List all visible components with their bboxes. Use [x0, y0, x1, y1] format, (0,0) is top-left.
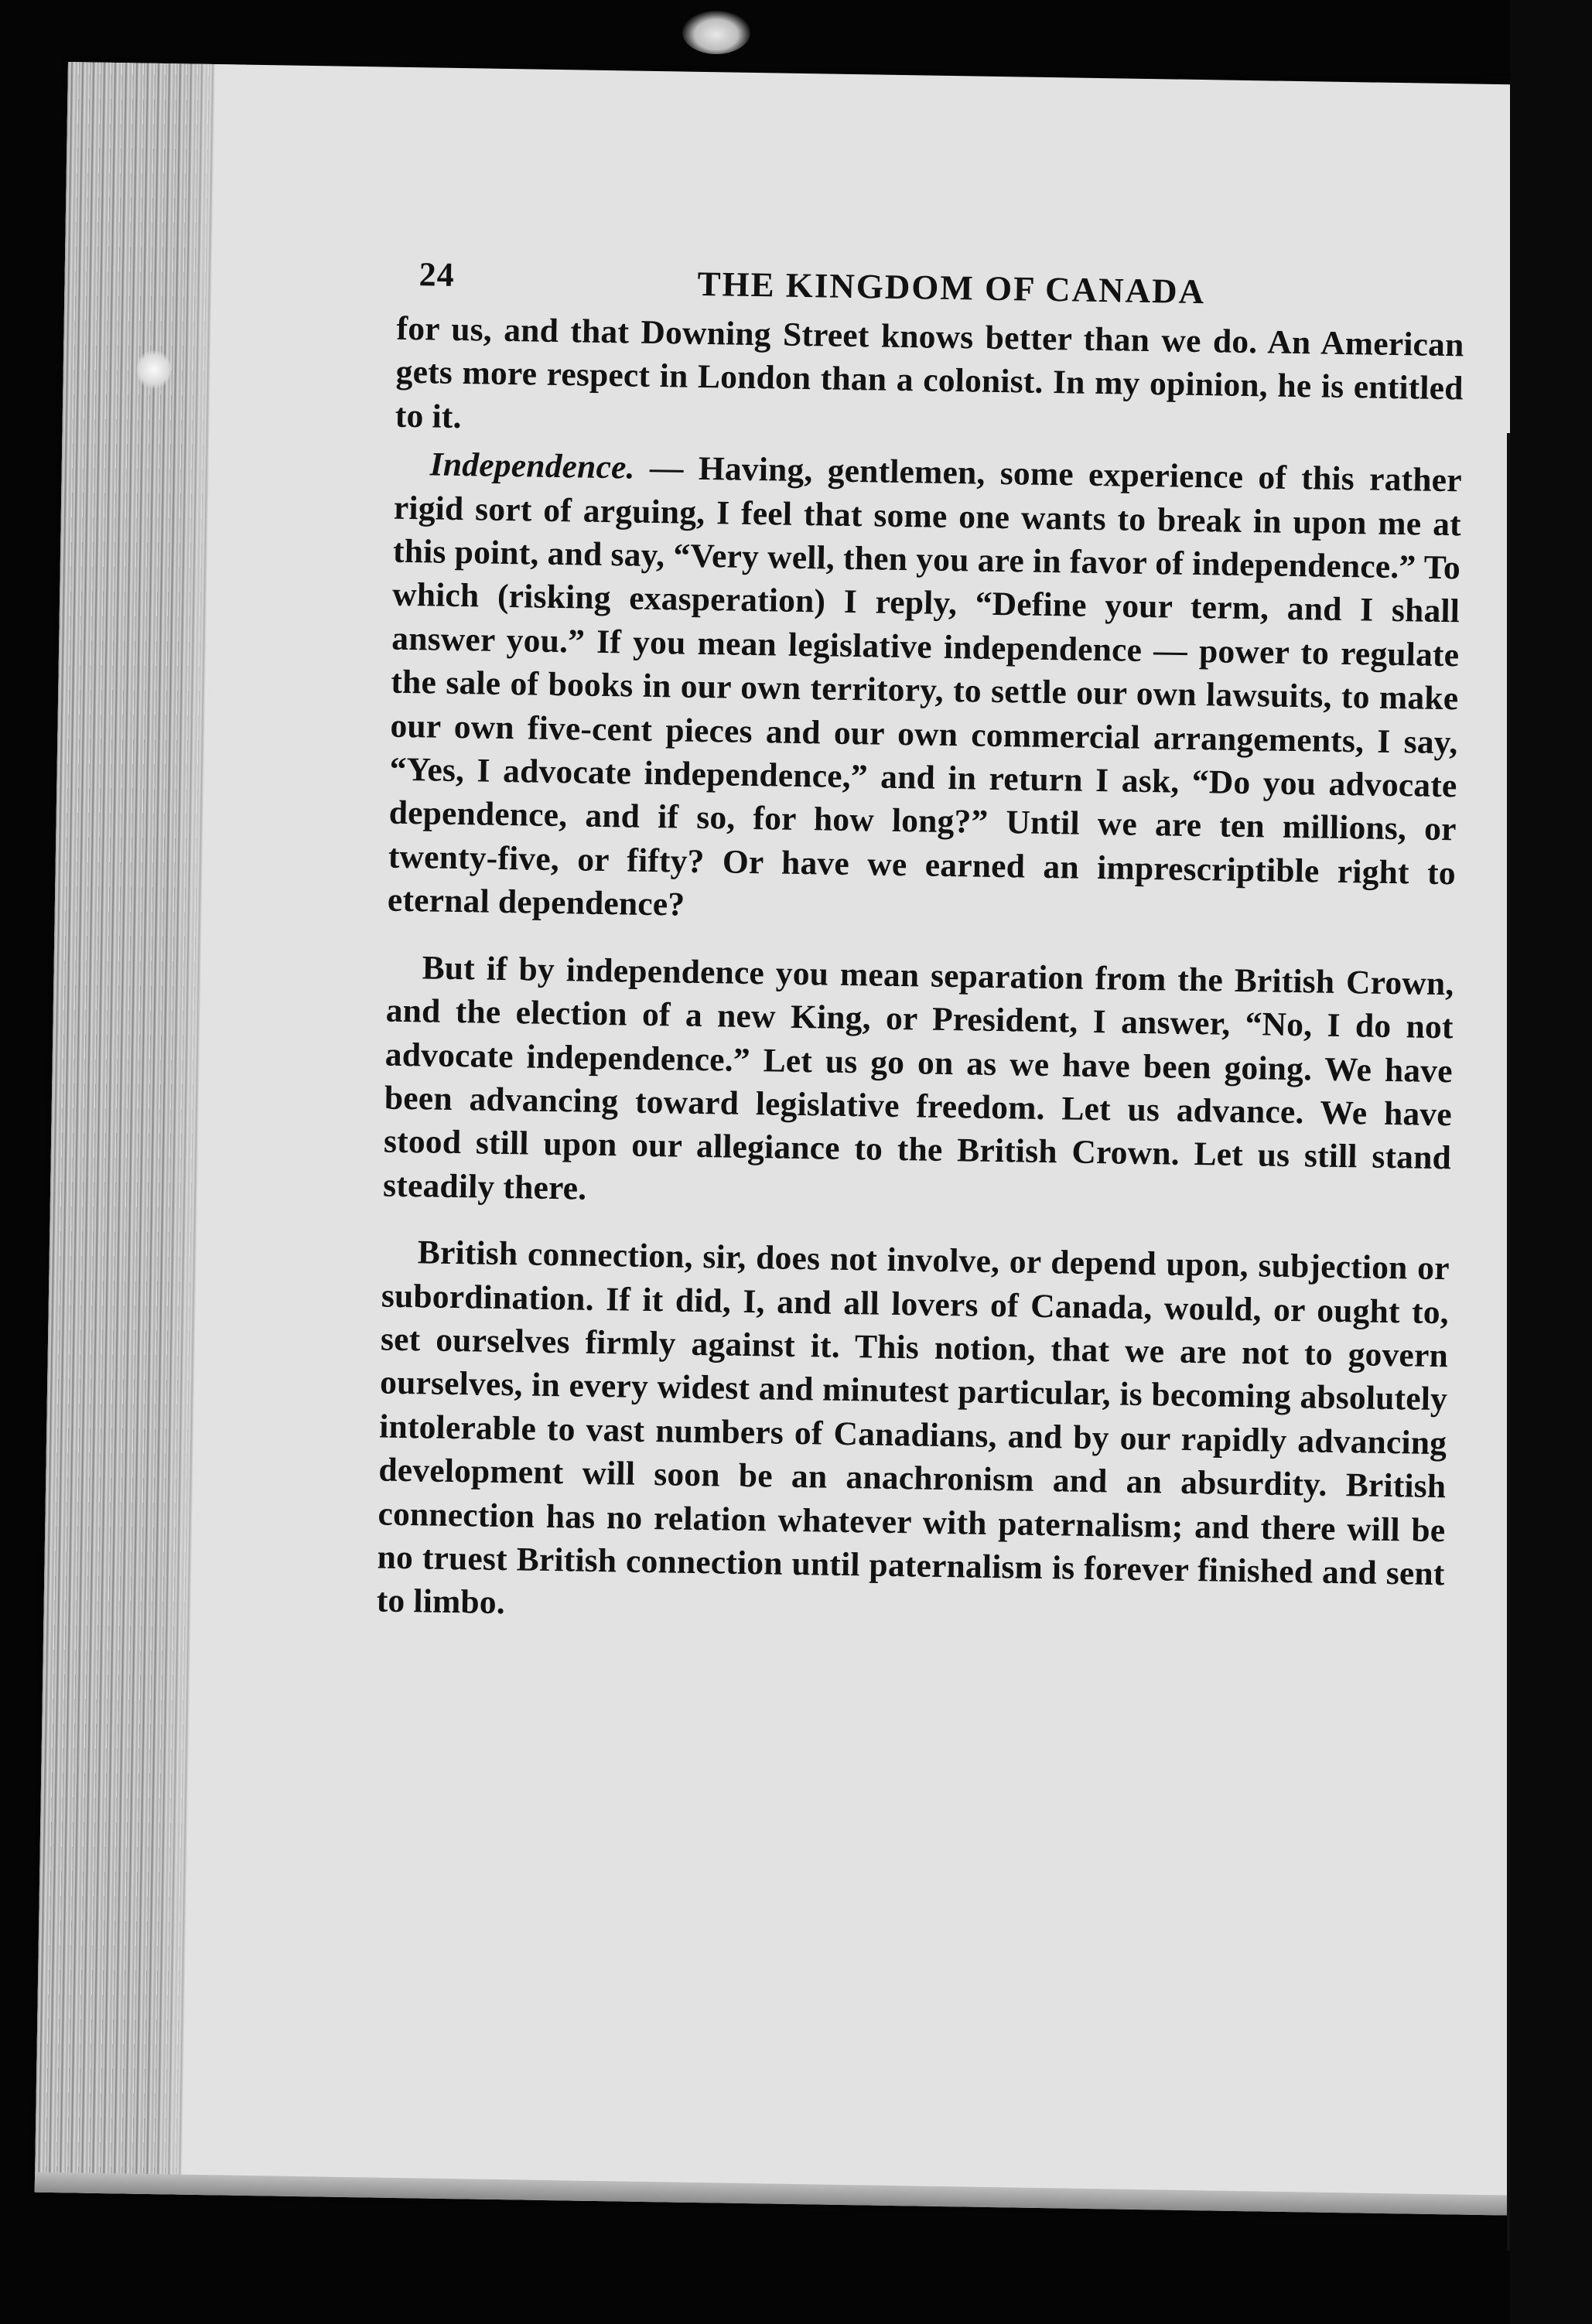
gutter-line — [1507, 433, 1510, 2251]
dark-margin — [1510, 0, 1592, 2324]
paragraph-british-connection: British connection, sir, does not involve, or depend upon, subjection or subordination. If it did, I, and all lovers of Canada, would, or ought to, set ourselves firmly against it. This notion, that we are not to govern ourselves, in every widest and minutest particular, is becoming absolutely intolerable to vast numbers of Canadians, and by our rapidly advancing development will soon be an anachronism and an absurdity. British connection has no relation whatever with paternalism; and there will be no truest British connection until paternalism is forever finished and sent to limbo. — [376, 1234, 1450, 1622]
book-page — [35, 62, 1588, 2217]
page-number: 24 — [418, 255, 456, 294]
paragraph-continuation: for us, and that Downing Street knows better than we do. An American gets more respect in London than a colonist. In my opinion, he is entitled to it. — [395, 309, 1464, 435]
running-title: THE KINGDOM OF CANADA — [697, 264, 1206, 312]
section-lead-word: Independence. — [429, 445, 636, 486]
scan-artifact — [682, 11, 750, 54]
paragraph-separation: But if by independence you mean separation from the British Crown, and the election of a new King, or President, I answer, “No, I do not advocate independence.” Let us go on as we have been going. We have been advancing toward legislative freedom. Let us advance. We have stood still upon our allegiance to the British Crown. Let us still stand steadily there. — [382, 949, 1454, 1207]
paragraph-text: — Having, gentlemen, some experience of this rather rigid sort of arguing, I feel that some one wants to break in upon me at this point, and say, “Very well, then you are in favor of independence.” To which (risking exasperation) I reply, “Define your term, and I shall answer you.” If you mean legislative independence — power to regulate the sale of books in our own territory, to settle our own lawsuits, to make our own five-cent pieces and our own commercial arrangements, I say, “Yes, I advocate independence,” and in return I ask, “Do you advocate dependence, and if so, for how long?” Until we are ten millions, or twenty-five, or fifty? Or have we earned an imprescriptible right to eternal dependence? — [387, 449, 1463, 923]
text-block — [376, 245, 1465, 1640]
paragraph-independence — [388, 442, 1463, 939]
page-bottom-edge — [35, 2172, 1555, 2217]
